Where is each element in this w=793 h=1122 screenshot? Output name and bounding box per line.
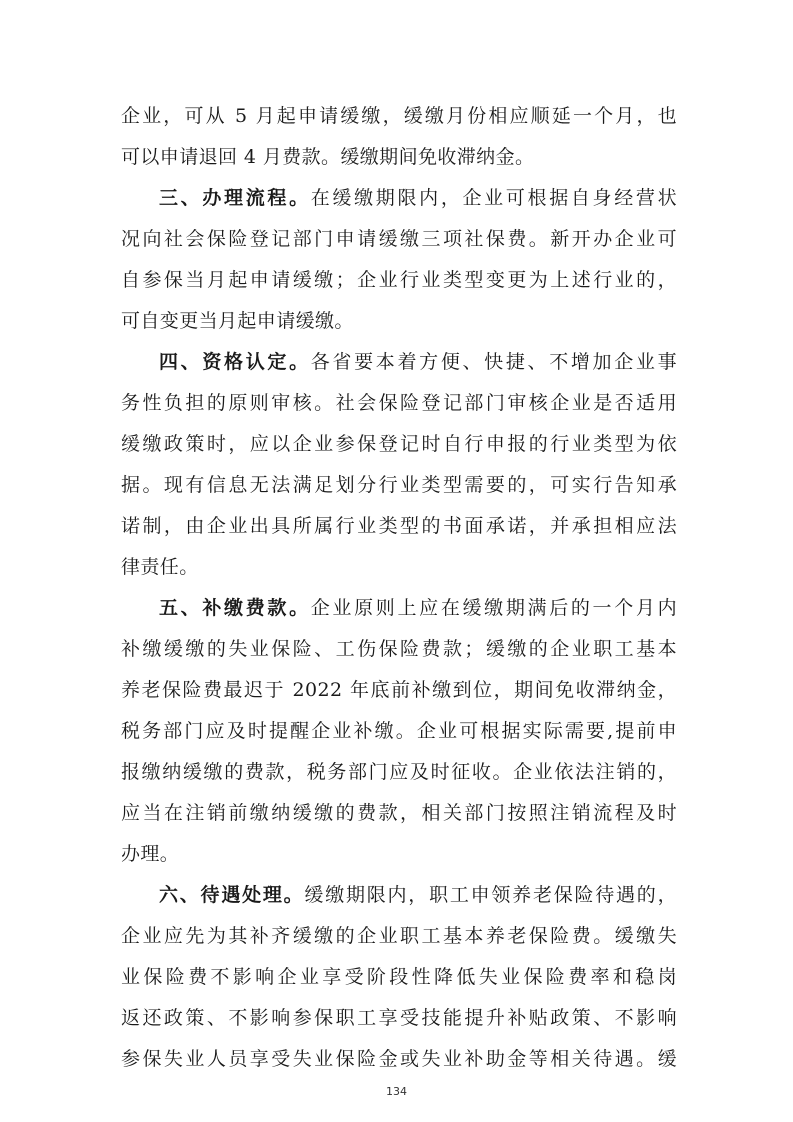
text-line: 律责任。 (121, 556, 199, 578)
section-heading: 五、补缴费款。 (159, 597, 311, 619)
text-line: 企业应先为其补齐缓缴的企业职工基本养老保险费。缓缴失 (121, 925, 677, 947)
text-line: 据。现有信息无法满足划分行业类型需要的，可实行告知承 (121, 474, 677, 496)
section-heading-line: 五、补缴费款。企业原则上应在缓缴期满后的一个月内 (159, 597, 677, 619)
text-line: 养老保险费最迟于 2022 年底前补缴到位，期间免收滞纳金， (121, 679, 677, 701)
text-line: 返还政策、不影响参保职工享受技能提升补贴政策、不影响 (121, 1007, 677, 1029)
text-line: 业保险费不影响企业享受阶段性降低失业保险费率和稳岗 (121, 966, 677, 988)
section-heading-line: 四、资格认定。各省要本着方便、快捷、不增加企业事 (159, 351, 677, 373)
text-line: 参保失业人员享受失业保险金或失业补助金等相关待遇。缓 (121, 1048, 677, 1070)
text-line: 报缴纳缓缴的费款，税务部门应及时征收。企业依法注销的， (121, 761, 677, 783)
text-line: 办理。 (121, 843, 180, 865)
text-line: 税务部门应及时提醒企业补缴。企业可根据实际需要,提前申 (121, 720, 677, 742)
text-line: 可自变更当月起申请缓缴。 (121, 310, 354, 332)
text-line: 企业，可从 5 月起申请缓缴，缓缴月份相应顺延一个月，也 (121, 105, 677, 127)
text-line: 应当在注销前缴纳缓缴的费款，相关部门按照注销流程及时 (121, 802, 677, 824)
text-line: 诺制，由企业出具所属行业类型的书面承诺，并承担相应法 (121, 515, 677, 537)
section-heading: 三、办理流程。 (159, 187, 311, 209)
section-heading-line: 三、办理流程。在缓缴期限内，企业可根据自身经营状 (159, 187, 677, 209)
text-line: 缓缴政策时，应以企业参保登记时自行申报的行业类型为依 (121, 433, 677, 455)
section-heading-line: 六、待遇处理。缓缴期限内，职工申领养老保险待遇的， (159, 884, 677, 906)
text-line: 自参保当月起申请缓缴；企业行业类型变更为上述行业的， (121, 269, 677, 291)
text-line: 补缴缓缴的失业保险、工伤保险费款；缓缴的企业职工基本 (121, 638, 677, 660)
page-number: 134 (386, 1085, 407, 1098)
text-line: 可以申请退回 4 月费款。缓缴期间免收滞纳金。 (121, 146, 535, 168)
section-heading: 六、待遇处理。 (159, 884, 305, 906)
text-line: 况向社会保险登记部门申请缓缴三项社保费。新开办企业可 (121, 228, 677, 250)
section-heading: 四、资格认定。 (159, 351, 311, 373)
text-line: 务性负担的原则审核。社会保险登记部门审核企业是否适用 (121, 392, 677, 414)
